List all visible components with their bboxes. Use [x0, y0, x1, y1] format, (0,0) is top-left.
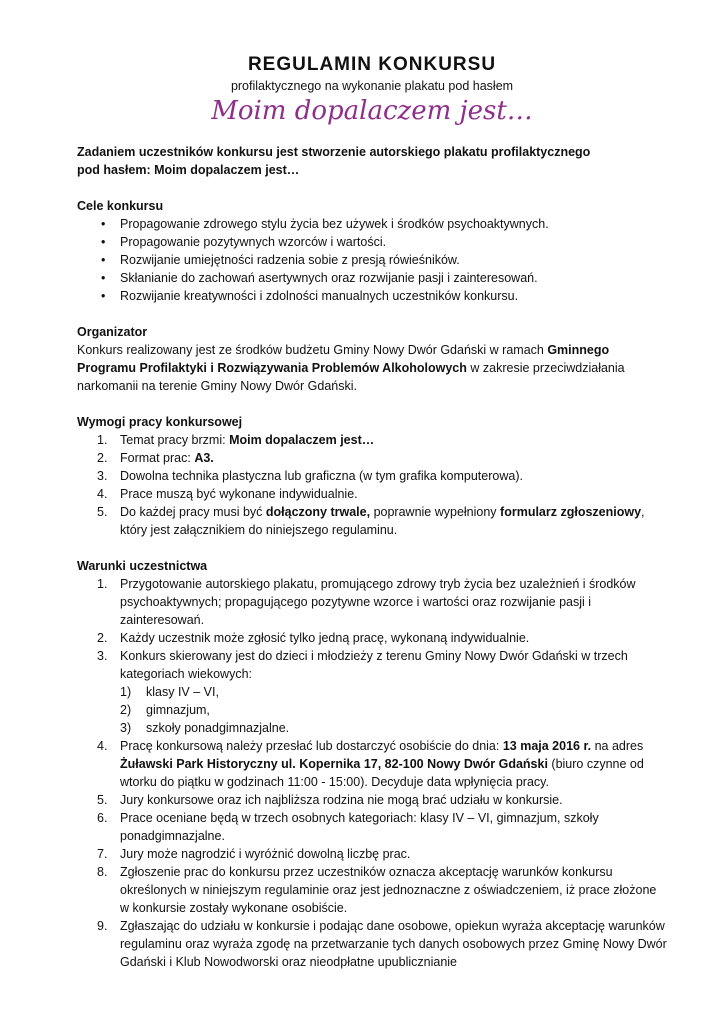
- item-number: 6.: [97, 811, 108, 825]
- list-item: • Skłanianie do zachowań asertywnych oraz rozwijanie pasji i zainteresowań.: [77, 269, 667, 287]
- page-title: REGULAMIN KONKURSU: [247, 54, 497, 75]
- document-page: [77, 52, 667, 989]
- item-number: 4.: [97, 739, 108, 753]
- list-item: • Rozwijanie kreatywności i zdolności manualnych uczestników konkursu.: [77, 287, 667, 305]
- text: gimnazjum,: [146, 703, 210, 717]
- text: Jury konkursowe oraz ich najbliższa rodzina nie mogą brać udziału w konkursie.: [120, 793, 563, 807]
- text: Pracę konkursową należy przesłać lub dostarczyć osobiście do dnia:: [120, 739, 503, 753]
- list-item: • Rozwijanie umiejętności radzenia sobie z presją rówieśników.: [77, 251, 667, 269]
- intro-line: pod hasłem: Moim dopalaczem jest…: [77, 163, 300, 177]
- text: na adres: [591, 739, 644, 753]
- item-number: 7.: [97, 847, 108, 861]
- bold-text: formularz zgłoszeniowy: [500, 505, 642, 519]
- program-name: Gminnego Programu Profilaktyki i Rozwiązywania Problemów Alkoholowych: [77, 343, 610, 375]
- item-number: 4.: [97, 487, 108, 501]
- sub-list-item: [120, 719, 667, 737]
- intro-line: Zadaniem uczestników konkursu jest stworzenie autorskiego plakatu profilaktycznego: [77, 145, 591, 159]
- list-item: [77, 917, 667, 971]
- item-number: 3.: [97, 469, 108, 483]
- requirements-list: [77, 431, 667, 539]
- text: Konkurs realizowany jest ze środków budżetu Gminy Nowy Dwór Gdański w ramach: [77, 343, 548, 357]
- text: Prace oceniane będą w trzech osobnych kategoriach: klasy IV – VI, gimnazjum, szkoły ponadgimnazjalne.: [120, 811, 599, 843]
- item-number: 3.: [97, 649, 108, 663]
- text: Zgłoszenie prac do konkursu przez uczestników oznacza akceptację warunków konkursu określonych w niniejszym regulaminie oraz jest jednoznaczne z oświadczeniem, iż prace złożone w konkursie zostały wykonane osobiście.: [120, 865, 657, 915]
- organizer-paragraph: [77, 341, 667, 395]
- sub-item-number: 2): [120, 703, 132, 717]
- deadline-date: 13 maja 2016 r.: [502, 739, 592, 753]
- text: poprawnie wypełniony: [370, 505, 501, 519]
- list-item: [77, 791, 667, 809]
- list-item: [77, 647, 667, 737]
- list-item: • Propagowanie zdrowego stylu życia bez używek i środków psychoaktywnych.: [77, 215, 667, 233]
- text: Format prac:: [120, 451, 195, 465]
- item-number: 5.: [97, 505, 108, 519]
- sub-item-number: 3): [120, 721, 132, 735]
- item-number: 9.: [97, 919, 108, 933]
- list-item: [77, 467, 667, 485]
- list-item: [77, 503, 667, 539]
- list-item: [77, 845, 667, 863]
- section-heading: Organizator: [77, 325, 148, 339]
- text: Zgłaszając do udziału w konkursie i podając dane osobowe, opiekun wyraża akceptację warunków regulaminu oraz wyraża zgodę na przetwarzanie tych danych osobowych przez Gminę Nowy Dwór Gdański i Klub Nowodworski oraz nieodpłatne upublicznianie: [120, 919, 667, 969]
- list-item: [77, 575, 667, 629]
- list-item: [77, 863, 667, 917]
- text: Przygotowanie autorskiego plakatu, promującego zdrowy tryb życia bez uzależnień i środków psychoaktywnych; propagującego pozytywne wzorce i wartości oraz rozwijanie pasji i zainteresowań.: [120, 577, 636, 627]
- item-number: 1.: [97, 433, 108, 447]
- text: klasy IV – VI,: [146, 685, 219, 699]
- text: Temat pracy brzmi:: [120, 433, 230, 447]
- sub-list-item: [120, 701, 667, 719]
- item-number: 2.: [97, 451, 108, 465]
- section-heading: Wymogi pracy konkursowej: [77, 415, 243, 429]
- text: w zakresie przeciwdziałania narkomanii na terenie Gminy Nowy Dwór Gdański.: [77, 361, 625, 393]
- item-number: 5.: [97, 793, 108, 807]
- list-item: [77, 431, 667, 449]
- text: Prace muszą być wykonane indywidualnie.: [120, 487, 358, 501]
- list-item: [77, 809, 667, 845]
- delivery-address: Żuławski Park Historyczny ul. Kopernika 17, 82-100 Nowy Dwór Gdański: [120, 757, 548, 771]
- section-wymogi: [77, 413, 667, 539]
- section-warunki: [77, 557, 667, 971]
- text: Dowolna technika plastyczna lub graficzna (w tym grafika komputerowa).: [120, 469, 523, 483]
- item-number: 2.: [97, 631, 108, 645]
- sub-item-number: 1): [120, 685, 132, 699]
- section-cele: [77, 197, 667, 305]
- bold-text: dołączony trwale,: [265, 505, 371, 519]
- text: szkoły ponadgimnazjalne.: [146, 721, 290, 735]
- bold-text: A3.: [194, 451, 214, 465]
- text: Jury może nagrodzić i wyróżnić dowolną liczbę prac.: [120, 847, 411, 861]
- item-number: 8.: [97, 865, 108, 879]
- bold-text: Moim dopalaczem jest…: [229, 433, 375, 447]
- list-item: • Propagowanie pozytywnych wzorców i wartości.: [77, 233, 667, 251]
- text: (biuro czynne od wtorku do piątku w godzinach 11:00 - 15:00). Decyduje data wpłynięcia pracy.: [120, 757, 644, 789]
- age-categories-list: [120, 683, 667, 737]
- list-item: [77, 449, 667, 467]
- section-organizator: [77, 323, 667, 395]
- section-heading: Cele konkursu: [77, 199, 164, 213]
- section-heading: Warunki uczestnictwa: [77, 559, 208, 573]
- text: , który jest załącznikiem do niniejszego regulaminu.: [120, 505, 645, 537]
- contest-slogan: Moim dopalaczem jest…: [211, 96, 533, 126]
- text: Konkurs skierowany jest do dzieci i młodzieży z terenu Gminy Nowy Dwór Gdański w trzech kategoriach wiekowych:: [120, 649, 628, 681]
- list-item: [77, 485, 667, 503]
- item-number: 1.: [97, 577, 108, 591]
- text: Do każdej pracy musi być: [120, 505, 266, 519]
- page-subtitle: profilaktycznego na wykonanie plakatu pod hasłem: [230, 79, 514, 93]
- list-item: [77, 737, 667, 791]
- text: Każdy uczestnik może zgłosić tylko jedną pracę, wykonaną indywidualnie.: [120, 631, 530, 645]
- intro-paragraph: [77, 143, 667, 179]
- list-item: [77, 629, 667, 647]
- sub-list-item: [120, 683, 667, 701]
- goals-list: [77, 215, 667, 305]
- conditions-list: [77, 575, 667, 971]
